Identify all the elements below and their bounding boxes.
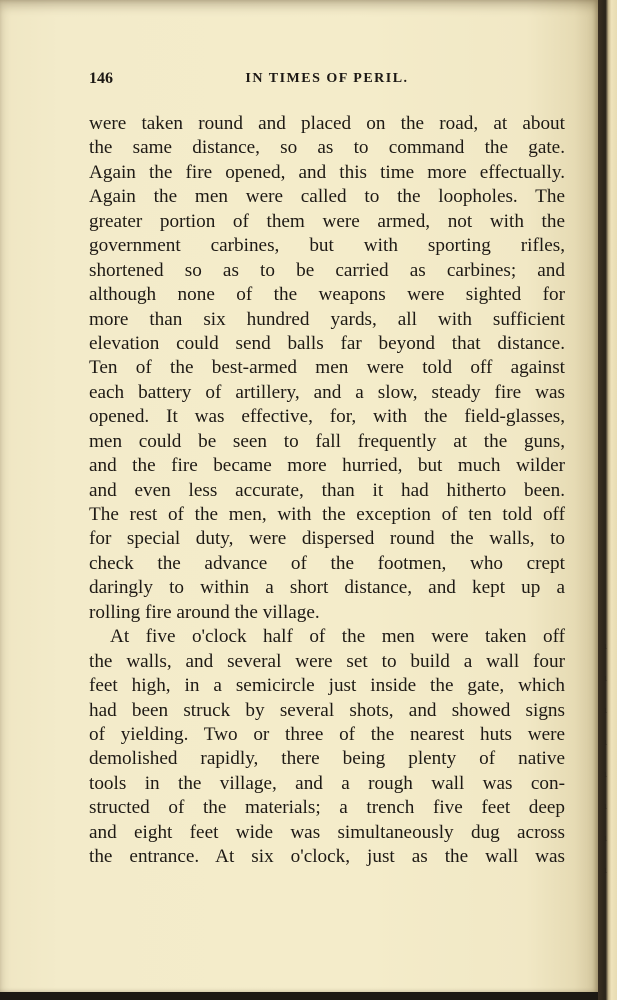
bleed-through-text-decoration: ı ı ı ı ı ı ı ı [604, 640, 607, 876]
text-line: had been struck by several shots, and showed signs [89, 699, 565, 721]
text-line: of yielding. Two or three of the nearest huts were [89, 723, 565, 745]
text-line: feet high, in a semicircle just inside the gate, which [89, 675, 565, 697]
text-line: the same distance, so as to command the gate. [89, 137, 565, 159]
text-line: shortened so as to be carried as carbines; and [89, 259, 565, 281]
text-line: structed of the materials; a trench five feet deep [89, 797, 565, 819]
text-line: more than six hundred yards, all with sufficient [89, 308, 565, 330]
text-line: demolished rapidly, there being plenty of native [89, 748, 565, 770]
text-line: elevation could send balls far beyond that distance. [89, 332, 565, 354]
text-line: the walls, and several were set to build a wall four [89, 650, 565, 672]
page-header [89, 70, 565, 92]
text-line: although none of the weapons were sighted for [89, 284, 565, 306]
text-line: The rest of the men, with the exception of ten told off [89, 504, 565, 525]
text-line: tools in the village, and a rough wall was con- [89, 772, 565, 794]
text-line: Again the fire opened, and this time more effectually. [89, 161, 565, 183]
body-text [89, 112, 565, 870]
text-line: and the fire became more hurried, but much wilder [89, 455, 565, 477]
text-line: the entrance. At six o'clock, just as the wall was [89, 846, 565, 868]
text-line: opened. It was effective, for, with the field-glasses, [89, 406, 565, 428]
text-line: greater portion of them were armed, not with the [89, 210, 565, 232]
text-line: and even less accurate, than it had hitherto been. [89, 479, 565, 501]
scan-bottom-shadow [0, 992, 598, 1000]
text-line: check the advance of the footmen, who crept [89, 552, 565, 574]
text-line: for special duty, were dispersed round the walls, to [89, 528, 565, 550]
text-line: government carbines, but with sporting rifles, [89, 235, 565, 257]
running-head: IN TIMES OF PERIL. [245, 71, 409, 86]
paragraph-start-line: At five o'clock half of the men were taken off [110, 626, 565, 648]
paragraph-end-line: rolling fire around the village. [89, 601, 320, 623]
text-line: each battery of artillery, and a slow, steady fire was [89, 381, 565, 403]
text-line: and eight feet wide was simultaneously dug across [89, 821, 565, 843]
text-line: daringly to within a short distance, and kept up a [89, 577, 565, 599]
text-line: men could be seen to fall frequently at the guns, [89, 430, 565, 452]
text-line: Ten of the best-armed men were told off against [89, 357, 565, 379]
text-line: were taken round and placed on the road, at about [89, 113, 565, 134]
text-line: Again the men were called to the loopholes. The [89, 186, 565, 208]
page-number: 146 [89, 70, 113, 87]
